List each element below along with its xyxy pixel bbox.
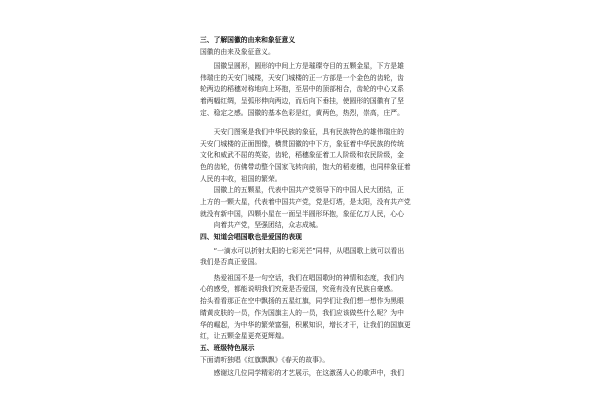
paragraph-emblem-description	[200, 61, 408, 119]
paragraph-line: 着两幅红绸，呈弧形伸向两边，而后向下垂挂，使圆形的国徽有了坚	[200, 97, 404, 106]
paragraph-line: 我们是否真正爱国。	[200, 258, 262, 267]
section-intro: 下面请听独唱《红旗飘飘》《春天的故事》。	[200, 355, 330, 364]
paragraph-tiananmen-symbol	[200, 127, 411, 185]
paragraph-line: 国徽上的五颗星，代表中国共产党领导下的中国人民大团结，正	[213, 186, 404, 195]
paragraph-line: 天安门图案是我们中华民族的象征，具有民族特色的雄伟瑞庄的	[213, 127, 404, 136]
paragraph-love-country	[200, 273, 411, 343]
paragraph-water-drop	[200, 246, 408, 269]
paragraph-five-stars	[200, 185, 411, 232]
paragraph-line: 向着共产党，坚强团结，众志成城。	[213, 221, 323, 230]
paragraph-line: 感谢这几位同学精彩的才艺展示，在这激荡人心的歌声中，我们	[213, 368, 404, 377]
paragraph-line: 色的齿轮，仿佛带动整个国家飞转向前，饱大的稻麦穗，也同样象征着	[200, 162, 411, 171]
paragraph-thanks	[200, 368, 408, 380]
paragraph-line: 热爱祖国不是一句空话，我们在唱国歌时的神情和态度，我们内	[213, 273, 404, 282]
paragraph-line: 就没有新中国，四颗小星在一面呈半圆形环抱，象征亿万人民，心心	[200, 209, 404, 218]
paragraph-line: 国徽呈圆形，圆形的中间上方是璀璨夺目的五颗金星，下方是雄	[213, 61, 404, 70]
paragraph-line: “一滴水可以折射太阳的七彩光芒”同样，从唱国歌上就可以看出	[213, 246, 405, 255]
paragraph-line: 红，让五颗金星更亮更辉煌。	[200, 332, 289, 341]
paragraph-line: 心的感受，都能说明我们究竟是否爱国，究竟有没有民族自豪感。	[200, 285, 398, 294]
paragraph-line: 抬头看看那正在空中飘扬的五星红旗，同学们让我们想一想作为黑眼	[200, 297, 404, 306]
section-subtitle: 国徽的由来及象征意义。	[200, 47, 275, 56]
section-heading-4: 四、知道会唱国歌也是爱国的表现	[200, 233, 302, 242]
section-heading-3: 三、了解国徽的由来和象征意义	[200, 36, 296, 44]
paragraph-line: 伟瑞庄的天安门城楼，天安门城楼的正一方部是一个金色的齿轮，齿	[200, 73, 404, 82]
document-page	[200, 35, 411, 379]
paragraph-line: 上方的一颗大星，代表着中国共产党，党是灯塔，是太阳，没有共产党	[200, 198, 411, 207]
paragraph-line: 华的崛起，为中华的繁荣富强，积累知识，增长才干，让我们的国旗更	[200, 320, 411, 329]
paragraph-line: 轮两边的稻穗对称地向上环抱，至居中的顶部相合，齿轮的中心又系	[200, 85, 404, 94]
paragraph-line: 文化和威武不屈的英姿，齿轮，稻穗象征着工人阶级和农民阶级，金	[200, 151, 404, 160]
paragraph-line: 睛黄皮肤的一员，作为国旗主人的一员，我们应该做些什么呢？为中	[200, 308, 404, 317]
paragraph-line: 人民的丰收，祖国的繁荣。	[200, 174, 282, 183]
section-heading-5: 五、班级特色展示	[200, 343, 255, 352]
paragraph-line: 定、稳定之感。国徽的基本色彩是红，黄两色，热烈，崇高，庄严。	[200, 108, 404, 117]
paragraph-line: 天安门城楼的正面图像，横贯国徽的中下方，象征着中华民族的传统	[200, 139, 404, 148]
